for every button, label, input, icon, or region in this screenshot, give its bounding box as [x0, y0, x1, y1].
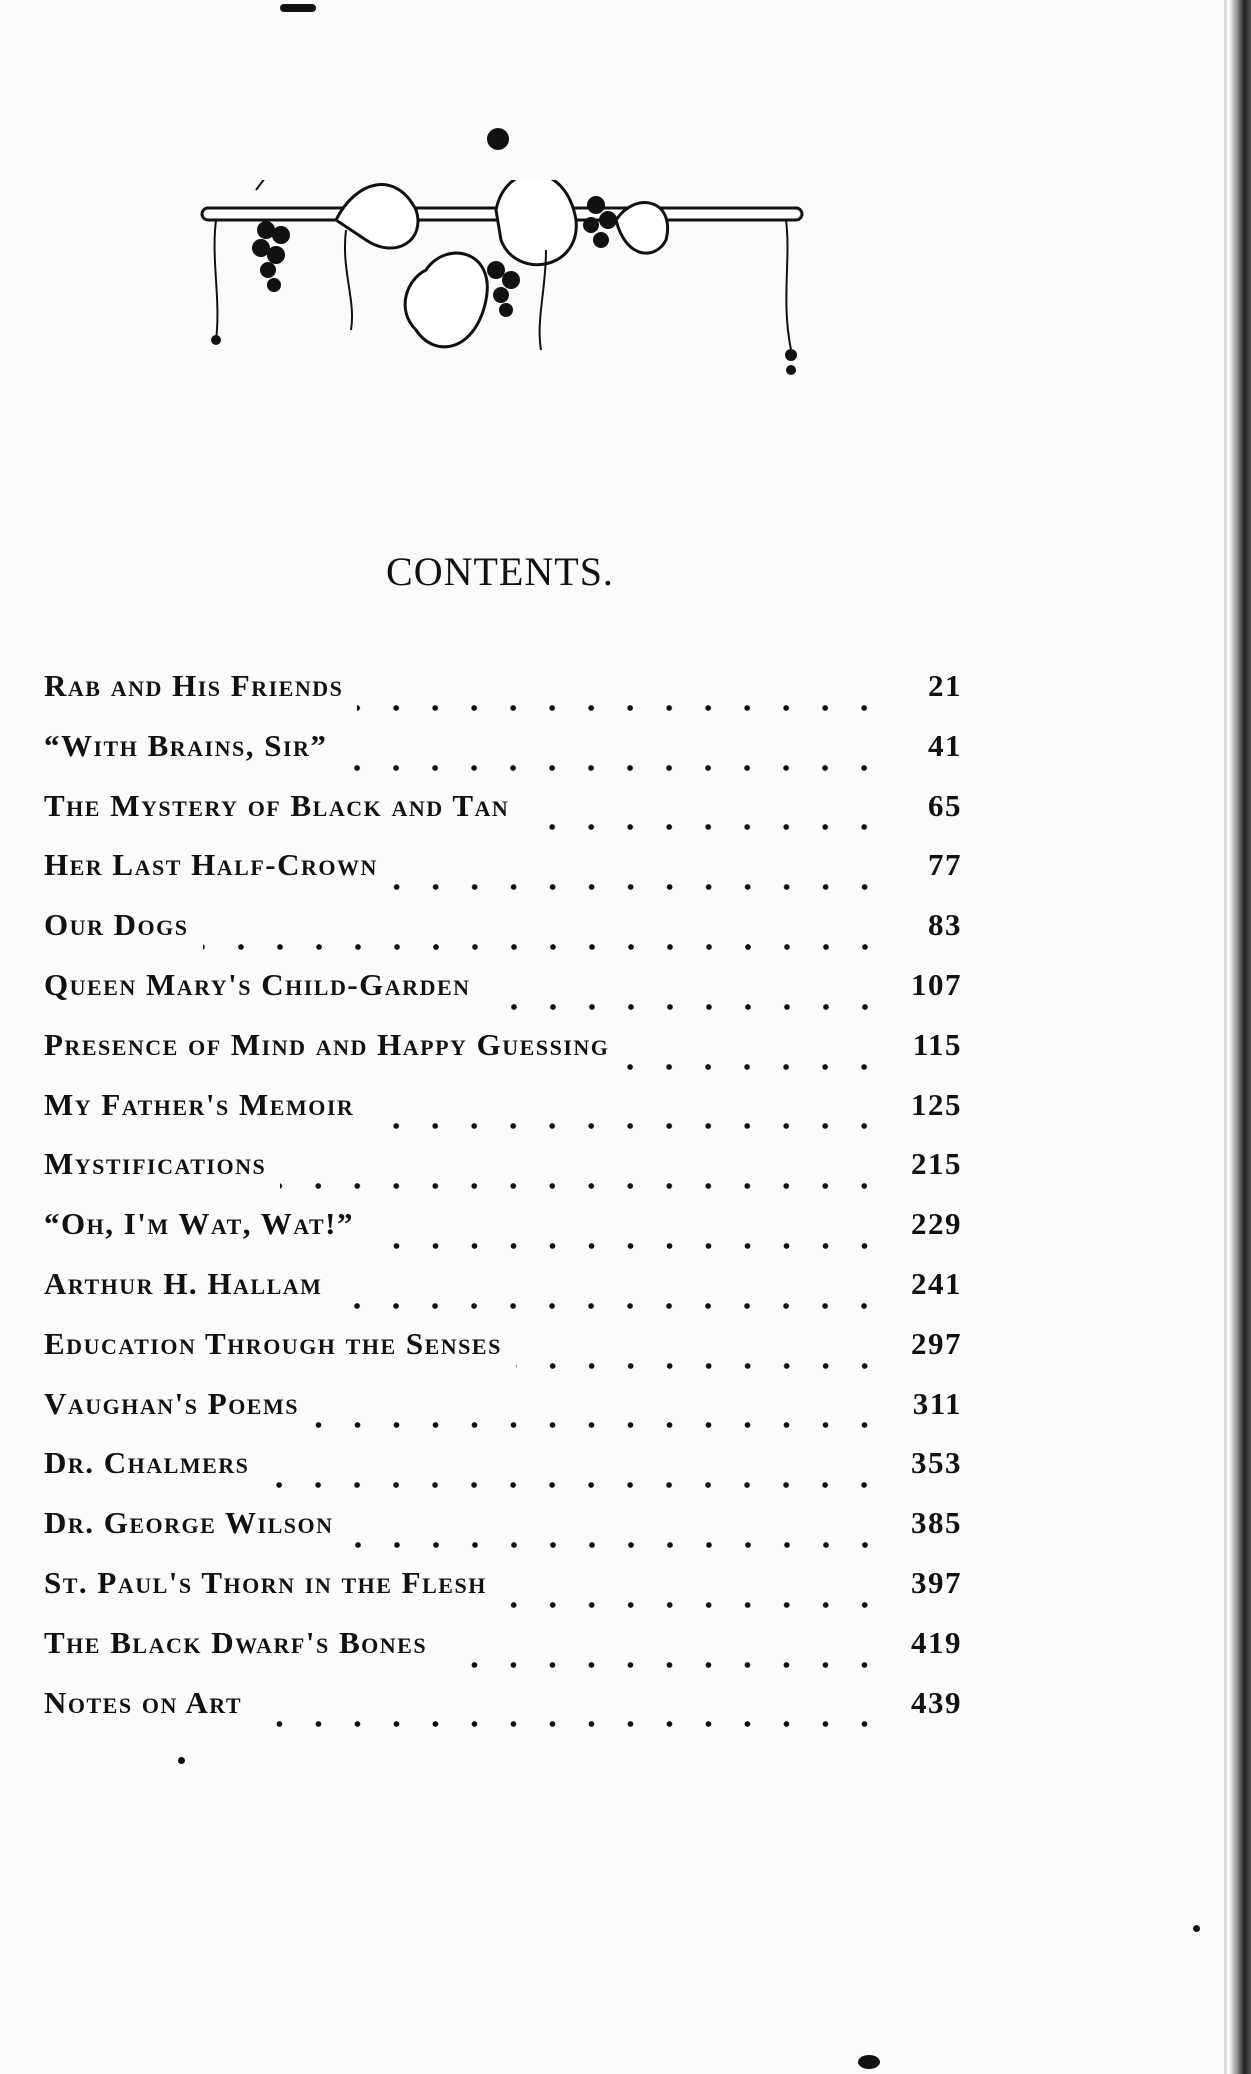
entry-title: Presence of Mind and Happy Guessing — [44, 1026, 610, 1062]
ink-speck — [178, 1757, 185, 1764]
dot-leader — [623, 1063, 884, 1071]
dot-leader — [336, 1302, 884, 1310]
entry-title: Dr. George Wilson — [44, 1505, 334, 1541]
dot-leader — [392, 883, 884, 891]
page-edge-shadow — [1229, 0, 1251, 2074]
dot-leader — [485, 1003, 884, 1011]
toc-entry — [44, 847, 962, 907]
dot-leader — [357, 704, 884, 712]
dot-leader — [516, 1362, 884, 1370]
entry-title: The Black Dwarf's Bones — [44, 1624, 428, 1660]
dot-leader — [368, 1122, 884, 1130]
toc-entry — [44, 1505, 962, 1565]
entry-title: Arthur H. Hallam — [44, 1265, 323, 1301]
entry-title: Her Last Half-Crown — [44, 847, 378, 883]
toc-entry — [44, 967, 962, 1027]
toc-entry — [44, 1206, 962, 1266]
entry-page: 353 — [911, 1445, 962, 1481]
toc-entry — [44, 1146, 962, 1206]
entry-page: 439 — [911, 1684, 962, 1720]
dot-leader — [313, 1421, 884, 1429]
entry-page: 83 — [928, 907, 962, 943]
toc-entry — [44, 1087, 962, 1147]
entry-title: Dr. Chalmers — [44, 1445, 250, 1481]
dot-leader — [441, 1661, 884, 1669]
toc-entry — [44, 728, 962, 788]
toc-entry — [44, 1266, 962, 1326]
toc-entry — [44, 788, 962, 848]
entry-page: 65 — [928, 787, 962, 823]
toc-entry — [44, 1326, 962, 1386]
grapevine-ornament — [196, 180, 808, 435]
entry-title: My Father's Memoir — [44, 1086, 355, 1122]
dot-leader — [280, 1182, 884, 1190]
toc-entry — [44, 668, 962, 728]
entry-page: 125 — [911, 1086, 962, 1122]
dot-leader — [263, 1481, 884, 1489]
ink-mark — [280, 4, 316, 12]
dot-leader — [256, 1720, 884, 1728]
entry-page: 241 — [911, 1265, 962, 1301]
entry-title: Rab and His Friends — [44, 668, 344, 703]
toc-entry — [44, 1685, 962, 1745]
entry-page: 397 — [911, 1564, 962, 1600]
toc-entry — [44, 1445, 962, 1505]
entry-page: 229 — [911, 1206, 962, 1242]
toc-entry — [44, 907, 962, 967]
entry-title: Vaughan's Poems — [44, 1385, 299, 1421]
entry-title: Queen Mary's Child-Garden — [44, 966, 471, 1002]
entry-page: 419 — [911, 1624, 962, 1660]
dot-leader — [341, 764, 884, 772]
entry-page: 77 — [928, 847, 962, 883]
ink-speck — [858, 2055, 880, 2069]
page-edge-line — [1224, 0, 1227, 2074]
entry-title: The Mystery of Black and Tan — [44, 787, 510, 823]
entry-title: Education Through the Senses — [44, 1325, 502, 1361]
dot-leader — [348, 1541, 884, 1549]
entry-title: Notes on Art — [44, 1684, 243, 1720]
dot-leader — [523, 823, 884, 831]
dot-leader — [501, 1601, 884, 1609]
entry-page: 297 — [911, 1325, 962, 1361]
toc-entry — [44, 1027, 962, 1087]
entry-page: 215 — [911, 1146, 962, 1182]
entry-page: 385 — [911, 1505, 962, 1541]
entry-page: 41 — [928, 727, 962, 763]
entry-page: 21 — [928, 668, 962, 703]
entry-page: 115 — [912, 1026, 962, 1062]
toc-entry — [44, 1625, 962, 1685]
ink-speck — [1193, 1925, 1200, 1932]
page-title: CONTENTS. — [386, 549, 614, 594]
entry-title: Mystifications — [44, 1146, 267, 1182]
entry-title: St. Paul's Thorn in the Flesh — [44, 1564, 487, 1600]
toc-entry — [44, 1565, 962, 1625]
table-of-contents — [44, 668, 962, 1744]
ink-dot — [487, 128, 509, 150]
dot-leader — [203, 943, 885, 951]
dot-leader — [368, 1242, 884, 1250]
toc-entry — [44, 1386, 962, 1446]
entry-page: 311 — [912, 1385, 962, 1421]
entry-page: 107 — [911, 966, 962, 1002]
entry-title: Our Dogs — [44, 907, 189, 943]
entry-title: “Oh, I'm Wat, Wat!” — [44, 1206, 354, 1242]
entry-title: “With Brains, Sir” — [44, 727, 328, 763]
